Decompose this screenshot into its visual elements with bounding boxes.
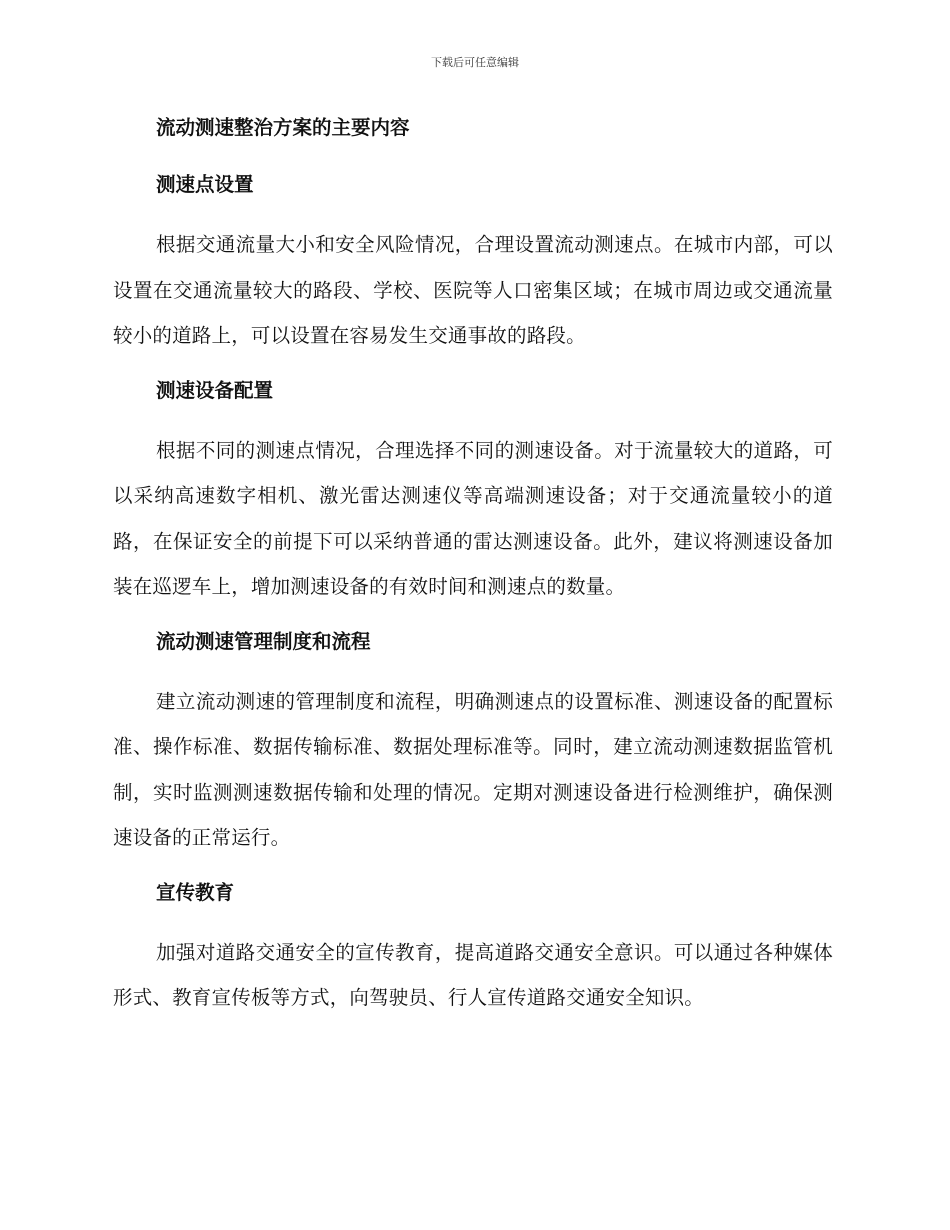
- paragraph-management: 建立流动测速的管理制度和流程，明确测速点的设置标准、测速设备的配置标准、操作标准、数据传输标准、数据处理标准等。同时，建立流动测速数据监管机制，实时监测测速数据传输和处理的情况。定期对测速设备进行检测维护，确保测速设备的正常运行。: [113, 689, 833, 849]
- document-title: 流动测速整治方案的主要内容: [156, 116, 410, 139]
- section-heading-education: 宣传教育: [156, 880, 235, 904]
- page-header-note: 下载后可任意编辑: [431, 56, 519, 69]
- section-heading-management: 流动测速管理制度和流程: [156, 629, 371, 653]
- section-heading-speed-points: 测速点设置: [156, 173, 254, 196]
- paragraph-equipment: 根据不同的测速点情况，合理选择不同的测速设备。对于流量较大的道路，可以采纳高速数字相机、激光雷达测速仪等高端测速设备；对于交通流量较小的道路，在保证安全的前提下可以采纳普通的雷达测速设备。此外，建议将测速设备加装在巡逻车上，增加测速设备的有效时间和测速点的数量。: [113, 438, 833, 598]
- paragraph-speed-points: 根据交通流量大小和安全风险情况，合理设置流动测速点。在城市内部，可以设置在交通流量较大的路段、学校、医院等人口密集区域；在城市周边或交通流量较小的道路上，可以设置在容易发生交通事故的路段。: [113, 233, 833, 347]
- document-body: [113, 108, 833, 1033]
- paragraph-education: 加强对道路交通安全的宣传教育，提高道路交通安全意识。可以通过各种媒体形式、教育宣传板等方式，向驾驶员、行人宣传道路交通安全知识。: [113, 940, 833, 1009]
- section-heading-equipment: 测速设备配置: [156, 378, 274, 402]
